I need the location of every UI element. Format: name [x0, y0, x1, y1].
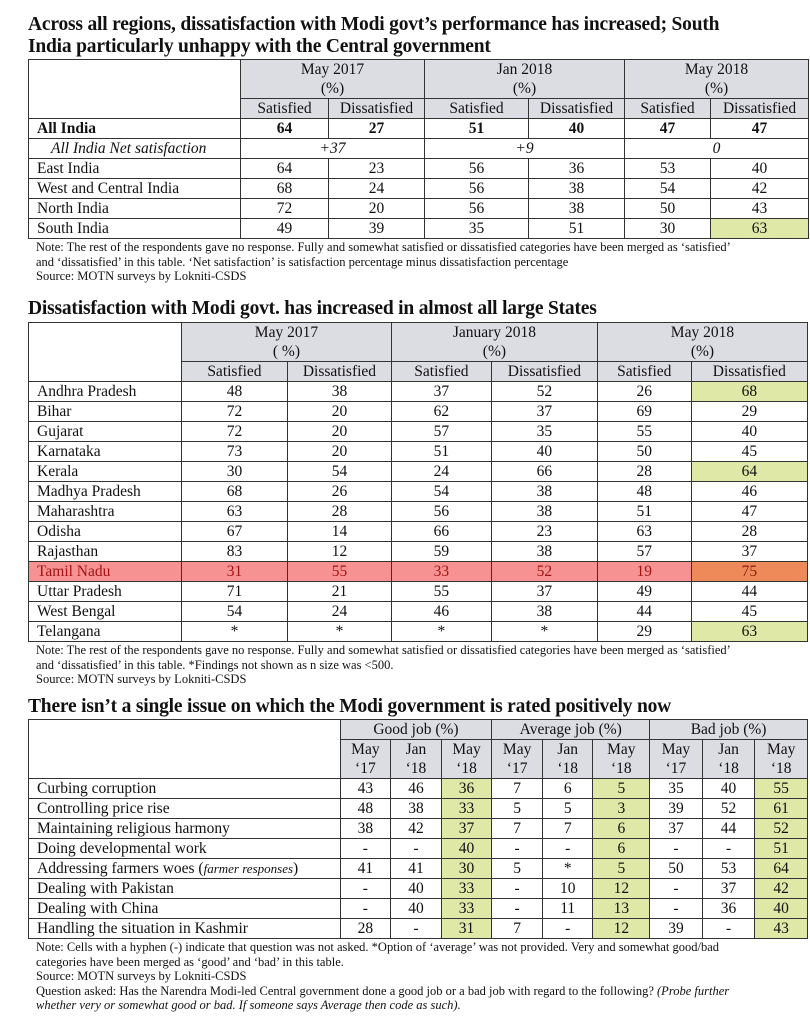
row-label: Addressing farmers woes (farmer responses)	[29, 859, 341, 879]
highlighted-cell: 36	[441, 779, 492, 799]
cell: 56	[425, 159, 529, 179]
cell: 56	[425, 199, 529, 219]
table1-title	[28, 14, 808, 58]
cell: *	[491, 622, 597, 642]
cell: 44	[702, 819, 755, 839]
cell: 7	[542, 819, 593, 839]
highlighted-cell: 75	[691, 562, 807, 582]
cell: 47	[691, 502, 807, 522]
cell: 24	[329, 179, 425, 199]
cell: 37	[491, 402, 597, 422]
cell: +9	[425, 139, 625, 159]
corner-cell	[29, 60, 241, 119]
states-section	[28, 298, 808, 687]
cell: 10	[542, 879, 593, 899]
source-line: Source: MOTN surveys by Lokniti-CSDS	[36, 672, 247, 686]
highlighted-cell: 6	[593, 839, 650, 859]
cell: 66	[491, 462, 597, 482]
cell: 28	[287, 502, 391, 522]
cell: 41	[391, 859, 442, 879]
cell: -	[391, 919, 442, 939]
highlighted-cell: 33	[441, 799, 492, 819]
cell: 23	[491, 522, 597, 542]
cell: 69	[597, 402, 691, 422]
highlighted-cell: 63	[691, 622, 807, 642]
table-row	[29, 602, 808, 622]
cell: +37	[241, 139, 425, 159]
cell: -	[542, 919, 593, 939]
highlighted-cell: 43	[755, 919, 808, 939]
cell: 35	[650, 779, 703, 799]
cell: 57	[391, 422, 491, 442]
cell: 50	[597, 442, 691, 462]
table-row	[29, 442, 808, 462]
cell: -	[650, 839, 703, 859]
cell: 40	[491, 442, 597, 462]
table2-note	[28, 643, 808, 687]
subheader-satisfied: Satisfied	[241, 99, 329, 119]
row-label: Curbing corruption	[29, 779, 341, 799]
cell: 51	[529, 219, 625, 239]
issues-table-body	[29, 779, 808, 939]
cell: 7	[492, 919, 543, 939]
highlighted-cell: 37	[441, 819, 492, 839]
cell: 37	[702, 879, 755, 899]
cell: 42	[391, 819, 442, 839]
cell: 43	[711, 199, 809, 219]
cell: 48	[181, 382, 287, 402]
cell: 66	[391, 522, 491, 542]
cell: 47	[625, 119, 711, 139]
highlighted-cell: 33	[441, 879, 492, 899]
cell: *	[542, 859, 593, 879]
row-label: All India	[29, 119, 241, 139]
cell: 39	[650, 919, 703, 939]
cell: 37	[391, 382, 491, 402]
table-row	[29, 542, 808, 562]
cell: -	[542, 839, 593, 859]
row-label: Handling the situation in Kashmir	[29, 919, 341, 939]
cell: 48	[340, 799, 391, 819]
table-row	[29, 522, 808, 542]
period-header: May 2017 (%)	[241, 60, 425, 99]
cell: 21	[287, 582, 391, 602]
cell: 38	[287, 382, 391, 402]
cell: 72	[241, 199, 329, 219]
cell: 46	[391, 602, 491, 622]
cell: 5	[492, 799, 543, 819]
table-row	[29, 422, 808, 442]
period-subheader: Jan ‘18	[542, 740, 593, 779]
row-label: All India Net satisfaction	[29, 139, 241, 159]
row-label: South India	[29, 219, 241, 239]
row-label: Doing developmental work	[29, 839, 341, 859]
cell: -	[650, 879, 703, 899]
row-label: Dealing with Pakistan	[29, 879, 341, 899]
row-label: North India	[29, 199, 241, 219]
cell: 51	[425, 119, 529, 139]
note-line: and ‘dissatisfied’ in this table. ‘Net satisfaction’ is satisfaction percentage minus dissatisfaction percentage	[36, 254, 569, 269]
cell: 14	[287, 522, 391, 542]
highlighted-cell: 12	[593, 879, 650, 899]
cell: 68	[181, 482, 287, 502]
cell: 38	[529, 179, 625, 199]
highlighted-cell: 55	[755, 779, 808, 799]
row-label: Kerala	[29, 462, 182, 482]
cell: 49	[597, 582, 691, 602]
subheader-dissatisfied: Dissatisfied	[287, 362, 391, 382]
issues-section	[28, 696, 808, 1013]
highlighted-cell: 55	[287, 562, 391, 582]
row-label: Uttar Pradesh	[29, 582, 182, 602]
states-table-body	[29, 382, 808, 642]
row-label: Bihar	[29, 402, 182, 422]
row-label: Karnataka	[29, 442, 182, 462]
subheader-dissatisfied: Dissatisfied	[691, 362, 807, 382]
table-row	[29, 502, 808, 522]
cell: 63	[597, 522, 691, 542]
table3-note	[28, 940, 808, 1013]
cell: 56	[425, 179, 529, 199]
cell: 49	[241, 219, 329, 239]
highlighted-cell: 64	[755, 859, 808, 879]
highlighted-cell: 52	[755, 819, 808, 839]
row-label: Maintaining religious harmony	[29, 819, 341, 839]
cell: 54	[181, 602, 287, 622]
cell: *	[287, 622, 391, 642]
table-row	[29, 482, 808, 502]
table-row-all-india	[29, 119, 809, 139]
title-line-1: Across all regions, dissatisfaction with Modi govt’s performance has increased; South	[28, 14, 720, 35]
cell: -	[702, 919, 755, 939]
title-line-2: India particularly unhappy with the Central government	[28, 36, 491, 57]
row-label: West and Central India	[29, 179, 241, 199]
cell: 42	[711, 179, 809, 199]
source-line: Source: MOTN surveys by Lokniti-CSDS	[36, 269, 247, 283]
subheader-satisfied: Satisfied	[625, 99, 711, 119]
subheader-dissatisfied: Dissatisfied	[329, 99, 425, 119]
table-row	[29, 179, 809, 199]
period-subheader: May ‘17	[650, 740, 703, 779]
note-line: categories have been merged as ‘good’ and ‘bad’ in this table.	[36, 954, 344, 969]
table3-title: There isn’t a single issue on which the Modi government is rated positively now	[28, 696, 672, 717]
period-subheader: Jan ‘18	[391, 740, 442, 779]
cell: 44	[691, 582, 807, 602]
row-label: Odisha	[29, 522, 182, 542]
table1-note	[28, 240, 808, 284]
group-header-bad: Bad job (%)	[650, 720, 808, 740]
cell: 63	[181, 502, 287, 522]
group-header-average: Average job (%)	[492, 720, 650, 740]
group-header-good: Good job (%)	[340, 720, 492, 740]
table-row	[29, 622, 808, 642]
cell: 71	[181, 582, 287, 602]
cell: 28	[691, 522, 807, 542]
note-line: and ‘dissatisfied’ in this table. *Findings not shown as n size was <500.	[36, 657, 394, 672]
cell: 46	[691, 482, 807, 502]
states-table	[28, 322, 808, 642]
cell: 11	[542, 899, 593, 919]
cell: 5	[492, 859, 543, 879]
cell: 51	[391, 442, 491, 462]
cell: 24	[287, 602, 391, 622]
subheader-satisfied: Satisfied	[597, 362, 691, 382]
cell: 28	[597, 462, 691, 482]
cell: 40	[529, 119, 625, 139]
highlighted-cell: 13	[593, 899, 650, 919]
cell: -	[340, 899, 391, 919]
period-header: January 2018 (%)	[391, 323, 597, 362]
cell: 67	[181, 522, 287, 542]
source-line: Source: MOTN surveys by Lokniti-CSDS	[36, 969, 247, 983]
highlighted-cell: 40	[755, 899, 808, 919]
cell: 30	[181, 462, 287, 482]
cell: 52	[491, 382, 597, 402]
cell: 44	[597, 602, 691, 622]
cell: 39	[650, 799, 703, 819]
cell: -	[391, 839, 442, 859]
cell: *	[181, 622, 287, 642]
table-row	[29, 582, 808, 602]
highlighted-cell: 5	[593, 859, 650, 879]
cell: 38	[491, 502, 597, 522]
table-row	[29, 562, 808, 582]
cell: 38	[340, 819, 391, 839]
cell: 39	[329, 219, 425, 239]
table-row	[29, 402, 808, 422]
cell: 53	[702, 859, 755, 879]
period-subheader: May ‘17	[340, 740, 391, 779]
cell: 47	[711, 119, 809, 139]
period-header: May 2018 (%)	[625, 60, 809, 99]
highlighted-cell: 61	[755, 799, 808, 819]
cell: 57	[597, 542, 691, 562]
highlighted-cell: 68	[691, 382, 807, 402]
highlighted-cell: 3	[593, 799, 650, 819]
cell: 62	[391, 402, 491, 422]
cell: 30	[625, 219, 711, 239]
cell: 54	[625, 179, 711, 199]
cell: 56	[391, 502, 491, 522]
cell: 23	[329, 159, 425, 179]
cell: 26	[597, 382, 691, 402]
table-row	[29, 879, 808, 899]
cell: 54	[287, 462, 391, 482]
question-line: Question asked: Has the Narendra Modi-led Central government done a good job or a bad job with regard to the following? (Probe further	[36, 983, 730, 998]
cell: 20	[329, 199, 425, 219]
subheader-satisfied: Satisfied	[391, 362, 491, 382]
cell: 52	[702, 799, 755, 819]
cell: 36	[702, 899, 755, 919]
highlighted-cell: 33	[391, 562, 491, 582]
cell: 51	[597, 502, 691, 522]
row-label: Rajasthan	[29, 542, 182, 562]
row-label: Tamil Nadu	[29, 562, 182, 582]
cell: 38	[391, 799, 442, 819]
cell: 72	[181, 422, 287, 442]
cell: 12	[287, 542, 391, 562]
period-subheader: Jan ‘18	[702, 740, 755, 779]
cell: 5	[542, 799, 593, 819]
cell: *	[391, 622, 491, 642]
subheader-satisfied: Satisfied	[425, 99, 529, 119]
table-row	[29, 159, 809, 179]
regions-section	[28, 14, 808, 284]
corner-cell	[29, 323, 182, 382]
table-row	[29, 919, 808, 939]
cell: 6	[542, 779, 593, 799]
cell: 55	[391, 582, 491, 602]
cell: -	[650, 899, 703, 919]
cell: -	[340, 879, 391, 899]
cell: 40	[691, 422, 807, 442]
note-line: Note: The rest of the respondents gave no response. Fully and somewhat satisfied or dissatisfied categories have been merged as ‘satisfied’	[36, 643, 731, 657]
cell: 53	[625, 159, 711, 179]
cell: 20	[287, 422, 391, 442]
cell: 37	[691, 542, 807, 562]
highlighted-cell: 64	[691, 462, 807, 482]
highlighted-cell: 63	[711, 219, 809, 239]
cell: 64	[241, 119, 329, 139]
cell: 48	[597, 482, 691, 502]
subheader-satisfied: Satisfied	[181, 362, 287, 382]
cell: 72	[181, 402, 287, 422]
cell: 35	[425, 219, 529, 239]
cell: 27	[329, 119, 425, 139]
cell: 46	[391, 779, 442, 799]
table-row	[29, 859, 808, 879]
period-header: May 2018 (%)	[597, 323, 807, 362]
cell: 35	[491, 422, 597, 442]
cell: -	[492, 899, 543, 919]
table-row	[29, 779, 808, 799]
question-line: whether very or somewhat good or bad. If someone says Average then code as such).	[36, 998, 461, 1012]
cell: 24	[391, 462, 491, 482]
cell: -	[702, 839, 755, 859]
cell: 37	[650, 819, 703, 839]
highlighted-cell: 42	[755, 879, 808, 899]
cell: 68	[241, 179, 329, 199]
cell: 50	[650, 859, 703, 879]
highlighted-cell: 19	[597, 562, 691, 582]
cell: 45	[691, 602, 807, 622]
cell: 36	[529, 159, 625, 179]
row-label: Telangana	[29, 622, 182, 642]
highlighted-cell: 31	[181, 562, 287, 582]
period-subheader: May ‘18	[755, 740, 808, 779]
period-subheader: May ‘18	[441, 740, 492, 779]
row-label: Dealing with China	[29, 899, 341, 919]
note-line: Note: Cells with a hyphen (-) indicate that question was not asked. *Option of ‘average’ was not provided. Very and somewhat good/bad	[36, 940, 720, 954]
cell: 37	[491, 582, 597, 602]
highlighted-cell: 33	[441, 899, 492, 919]
highlighted-cell: 5	[593, 779, 650, 799]
table-row	[29, 799, 808, 819]
regions-table	[28, 59, 809, 239]
cell: 40	[391, 879, 442, 899]
cell: 38	[529, 199, 625, 219]
table-row	[29, 199, 809, 219]
highlighted-cell: 30	[441, 859, 492, 879]
row-label: West Bengal	[29, 602, 182, 622]
table2-title: Dissatisfaction with Modi govt. has increased in almost all large States	[28, 298, 597, 319]
table-row	[29, 219, 809, 239]
cell: 40	[391, 899, 442, 919]
row-label: Maharashtra	[29, 502, 182, 522]
cell: 7	[492, 819, 543, 839]
cell: 40	[702, 779, 755, 799]
cell: -	[492, 879, 543, 899]
cell: 43	[340, 779, 391, 799]
row-label: Controlling price rise	[29, 799, 341, 819]
cell: 40	[711, 159, 809, 179]
table-row	[29, 819, 808, 839]
subheader-dissatisfied: Dissatisfied	[491, 362, 597, 382]
cell: -	[492, 839, 543, 859]
cell: 54	[391, 482, 491, 502]
cell: 28	[340, 919, 391, 939]
cell: 83	[181, 542, 287, 562]
highlighted-cell: 52	[491, 562, 597, 582]
row-label: Andhra Pradesh	[29, 382, 182, 402]
period-subheader: May ‘17	[492, 740, 543, 779]
cell: 38	[491, 602, 597, 622]
cell: 29	[691, 402, 807, 422]
highlighted-cell: 12	[593, 919, 650, 939]
period-subheader: May ‘18	[593, 740, 650, 779]
highlighted-cell: 51	[755, 839, 808, 859]
cell: 20	[287, 442, 391, 462]
cell: 0	[625, 139, 809, 159]
cell: 73	[181, 442, 287, 462]
subheader-dissatisfied: Dissatisfied	[711, 99, 809, 119]
subheader-dissatisfied: Dissatisfied	[529, 99, 625, 119]
highlighted-cell: 40	[441, 839, 492, 859]
row-label: East India	[29, 159, 241, 179]
cell: 41	[340, 859, 391, 879]
cell: 45	[691, 442, 807, 462]
issues-table	[28, 719, 808, 939]
cell: 26	[287, 482, 391, 502]
note-line: Note: The rest of the respondents gave no response. Fully and somewhat satisfied or dissatisfied categories have been merged as ‘satisfied’	[36, 240, 731, 254]
row-label: Gujarat	[29, 422, 182, 442]
cell: 38	[491, 482, 597, 502]
table-row	[29, 462, 808, 482]
period-header: Jan 2018 (%)	[425, 60, 625, 99]
corner-cell	[29, 720, 341, 779]
cell: 29	[597, 622, 691, 642]
table-row-net-satisfaction	[29, 139, 809, 159]
cell: 64	[241, 159, 329, 179]
cell: 7	[492, 779, 543, 799]
highlighted-cell: 6	[593, 819, 650, 839]
cell: 50	[625, 199, 711, 219]
table-row	[29, 382, 808, 402]
period-header: May 2017 ( %)	[181, 323, 391, 362]
cell: 59	[391, 542, 491, 562]
table-row	[29, 899, 808, 919]
table-row	[29, 839, 808, 859]
cell: -	[340, 839, 391, 859]
cell: 38	[491, 542, 597, 562]
cell: 20	[287, 402, 391, 422]
cell: 55	[597, 422, 691, 442]
row-label: Madhya Pradesh	[29, 482, 182, 502]
highlighted-cell: 31	[441, 919, 492, 939]
